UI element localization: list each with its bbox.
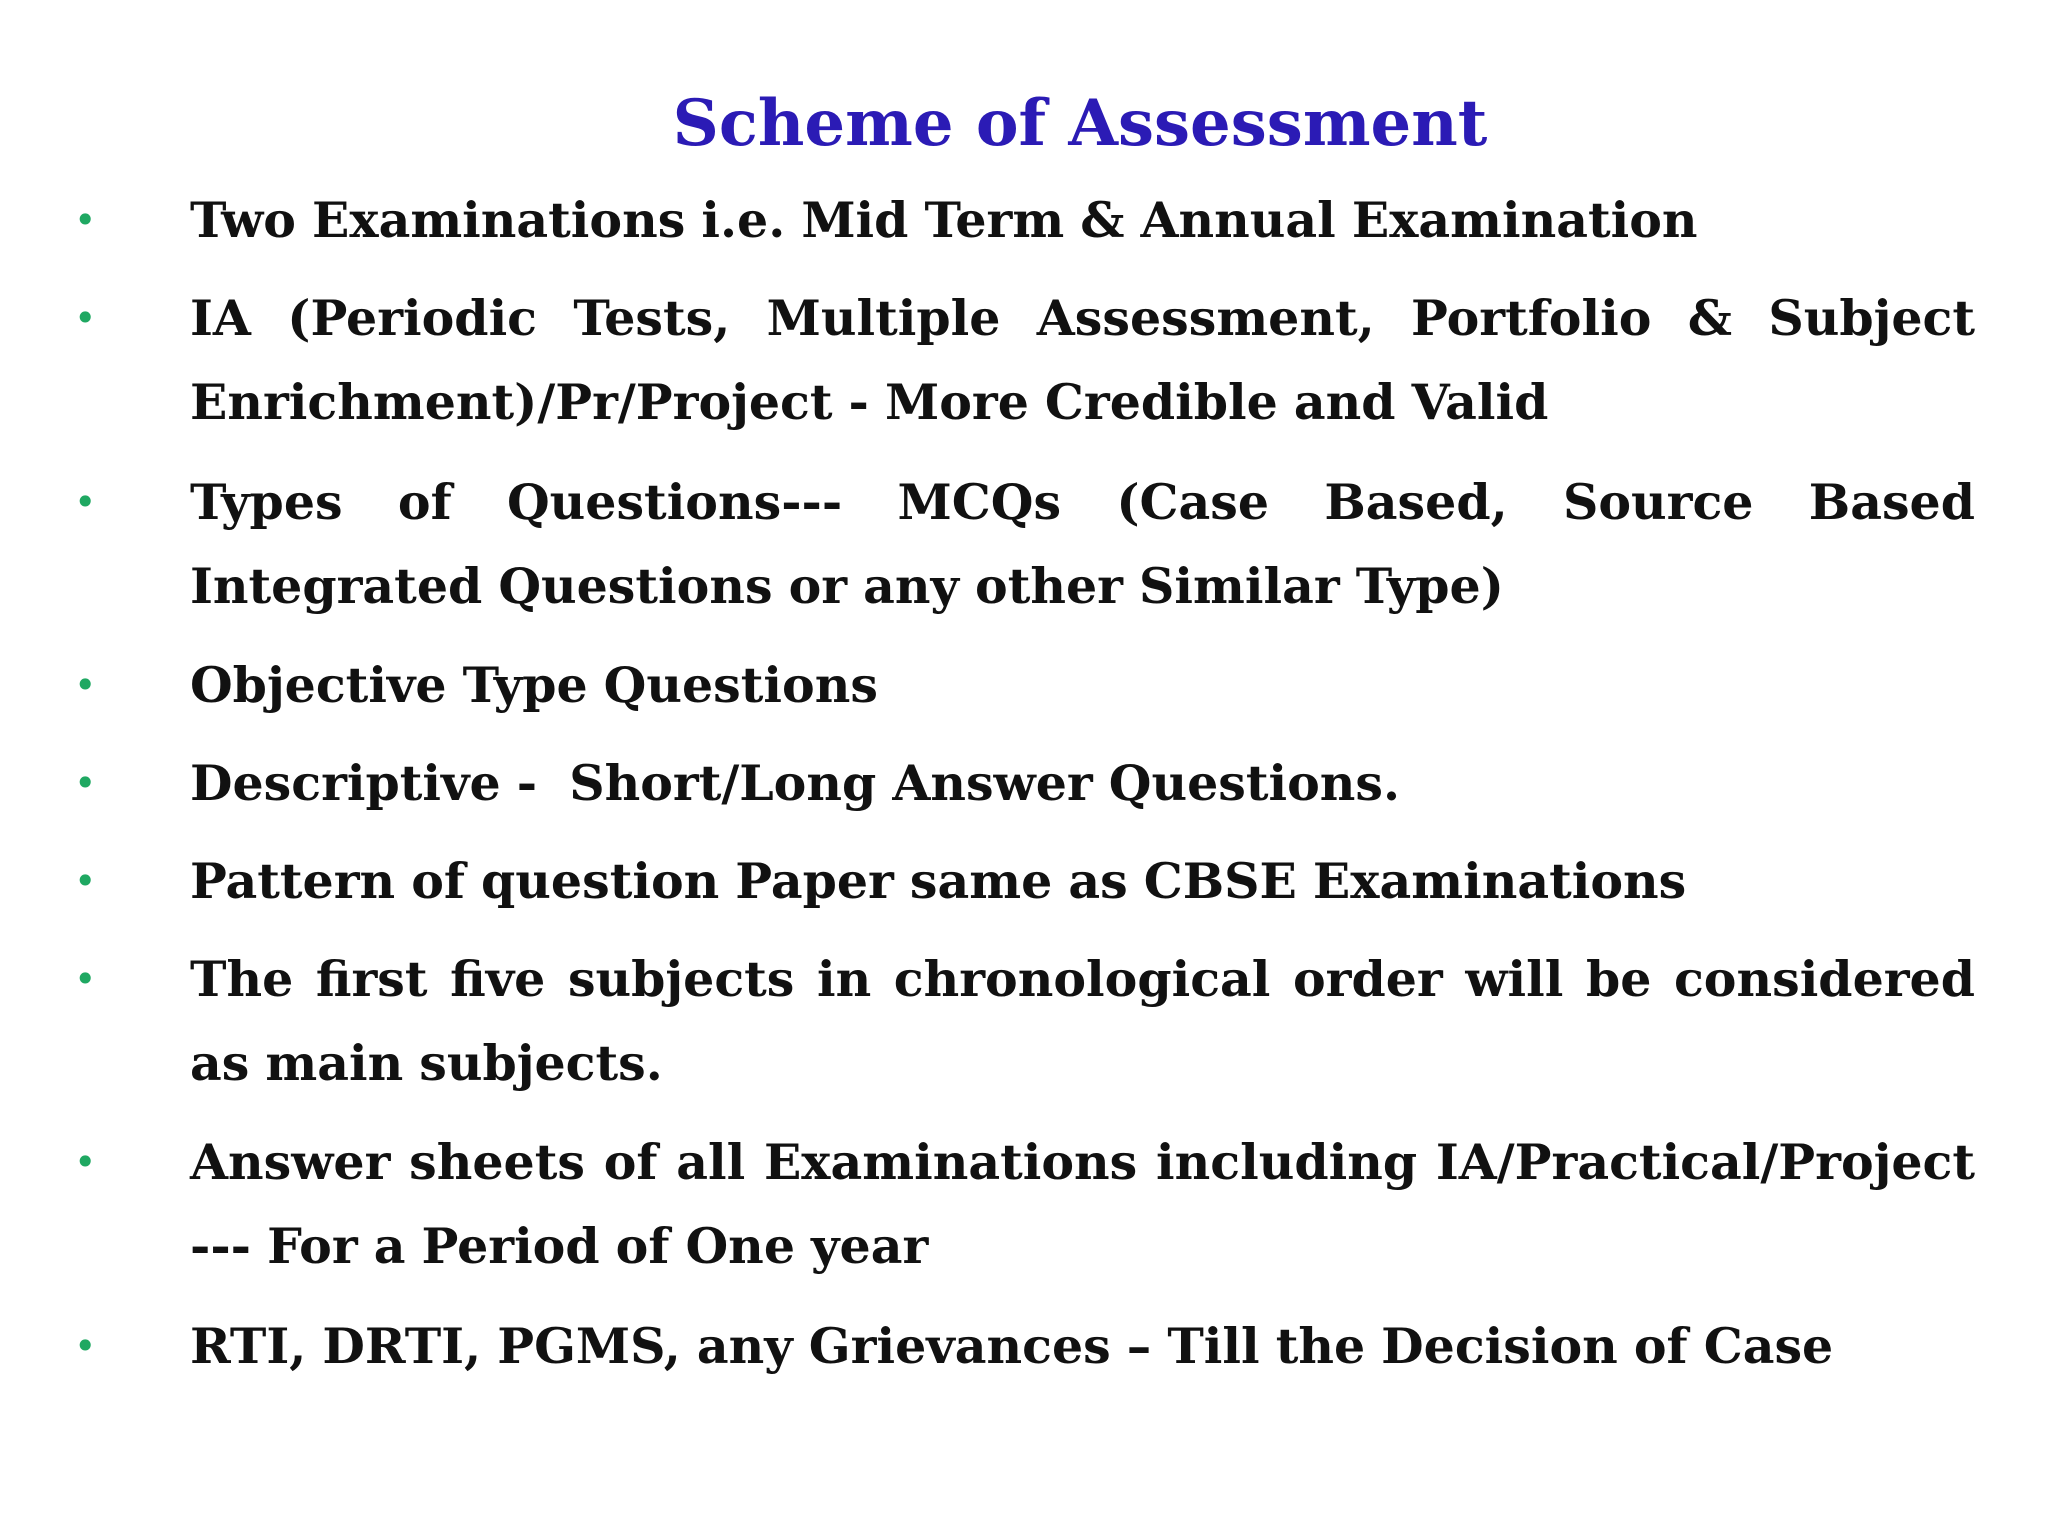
bullet-text: Pattern of question Paper same as CBSE Examinations bbox=[190, 852, 1687, 910]
bullet-dot-icon: • bbox=[74, 296, 97, 340]
bullet-text: RTI, DRTI, PGMS, any Grievances – Till the Decision of Case bbox=[190, 1317, 1834, 1375]
bullet-text: Descriptive - Short/Long Answer Questions. bbox=[190, 754, 1401, 812]
bullet-dot-icon: • bbox=[74, 1140, 97, 1184]
bullet-dot-icon: • bbox=[74, 761, 97, 805]
bullet-text: Objective Type Questions bbox=[190, 656, 878, 714]
bullet-text: Types of Questions--- MCQs (Case Based, Source Based Integrated Questions or any other Similar Type) bbox=[190, 473, 1975, 615]
bullet-dot-icon: • bbox=[74, 663, 97, 707]
bullet-dot-icon: • bbox=[74, 480, 97, 524]
slide-title: Scheme of Assessment bbox=[672, 86, 1488, 161]
bullet-text: Answer sheets of all Examinations including IA/Practical/Project --- For a Period of One year bbox=[190, 1133, 1975, 1275]
bullet-text: IA (Periodic Tests, Multiple Assessment, Portfolio & Subject Enrichment)/Pr/Project - More Credible and Valid bbox=[190, 289, 1975, 431]
bullet-dot-icon: • bbox=[74, 198, 97, 242]
bullet-text: The first five subjects in chronological order will be considered as main subjects. bbox=[190, 950, 1975, 1092]
bullet-dot-icon: • bbox=[74, 957, 97, 1001]
bullet-dot-icon: • bbox=[74, 1324, 97, 1368]
bullet-dot-icon: • bbox=[74, 859, 97, 903]
bullet-text: Two Examinations i.e. Mid Term & Annual Examination bbox=[190, 191, 1698, 249]
